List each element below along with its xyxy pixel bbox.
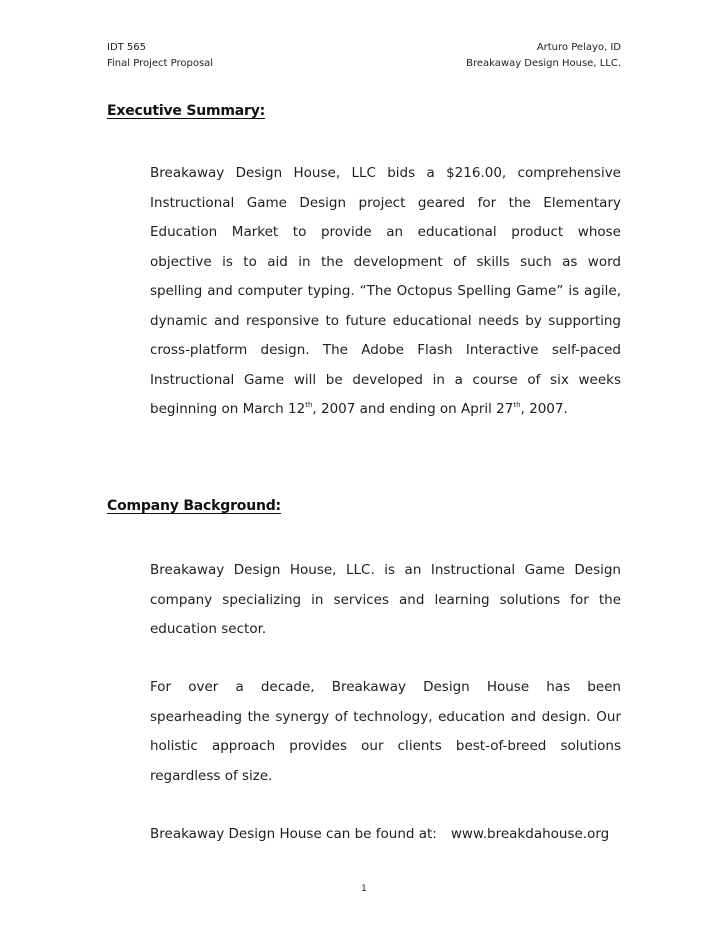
company-background-paragraph-2 <box>150 673 621 791</box>
paragraph-line: Instructional Game will be developed in a course of six weeks <box>150 371 621 388</box>
paragraph-line: Breakaway Design House, LLC. is an Instructional Game Design <box>150 562 621 578</box>
paragraph-line: Education Market to provide an educational product whose <box>150 224 621 240</box>
year-text: , 2007. <box>520 401 568 417</box>
paragraph-line: Instructional Game Design project geared for the Elementary <box>150 194 621 211</box>
page-number: 1 <box>361 884 367 894</box>
company-background-heading: Company Background: <box>107 498 281 514</box>
end-date-text: , 2007 and ending on April 27 <box>312 401 514 417</box>
paragraph-line-dates <box>150 395 621 425</box>
paragraph-line: regardless of size. <box>150 767 273 784</box>
document-type: Final Project Proposal <box>107 58 214 69</box>
website-url: www.breakdahouse.org <box>450 826 610 842</box>
executive-summary-heading: Executive Summary: <box>107 103 266 119</box>
paragraph-line: education sector. <box>150 621 267 637</box>
paragraph-line: spelling and computer typing. “The Octopus Spelling Game” is agile, <box>150 283 621 299</box>
paragraph-line: Breakaway Design House, LLC bids a $216.00, comprehensive <box>150 165 621 181</box>
course-code: IDT 565 <box>107 42 147 53</box>
author-name: Arturo Pelayo, ID <box>536 42 621 53</box>
paragraph-line: dynamic and responsive to future educational needs by supporting <box>150 312 621 329</box>
header-right <box>466 40 621 72</box>
ordinal-suffix: th <box>513 401 521 409</box>
company-name: Breakaway Design House, LLC. <box>466 58 621 69</box>
paragraph-line: holistic approach provides our clients best-of-breed solutions <box>150 738 621 754</box>
paragraph-line: company specializing in services and learning solutions for the <box>150 591 621 608</box>
company-background-paragraph-1 <box>150 556 621 645</box>
executive-summary-paragraph <box>150 159 621 425</box>
start-date-text: beginning on March 12 <box>150 401 306 417</box>
found-at-label: Breakaway Design House can be found at: <box>150 826 437 842</box>
paragraph-line: cross-platform design. The Adobe Flash Interactive self-paced <box>150 342 621 358</box>
header-left <box>107 40 213 72</box>
paragraph-line: spearheading the synergy of technology, education and design. Our <box>150 708 621 725</box>
website-line <box>150 820 609 850</box>
paragraph-line: For over a decade, Breakaway Design House has been <box>150 679 621 695</box>
ordinal-suffix: th <box>305 401 313 409</box>
paragraph-line: objective is to aid in the development of skills such as word <box>150 253 621 270</box>
